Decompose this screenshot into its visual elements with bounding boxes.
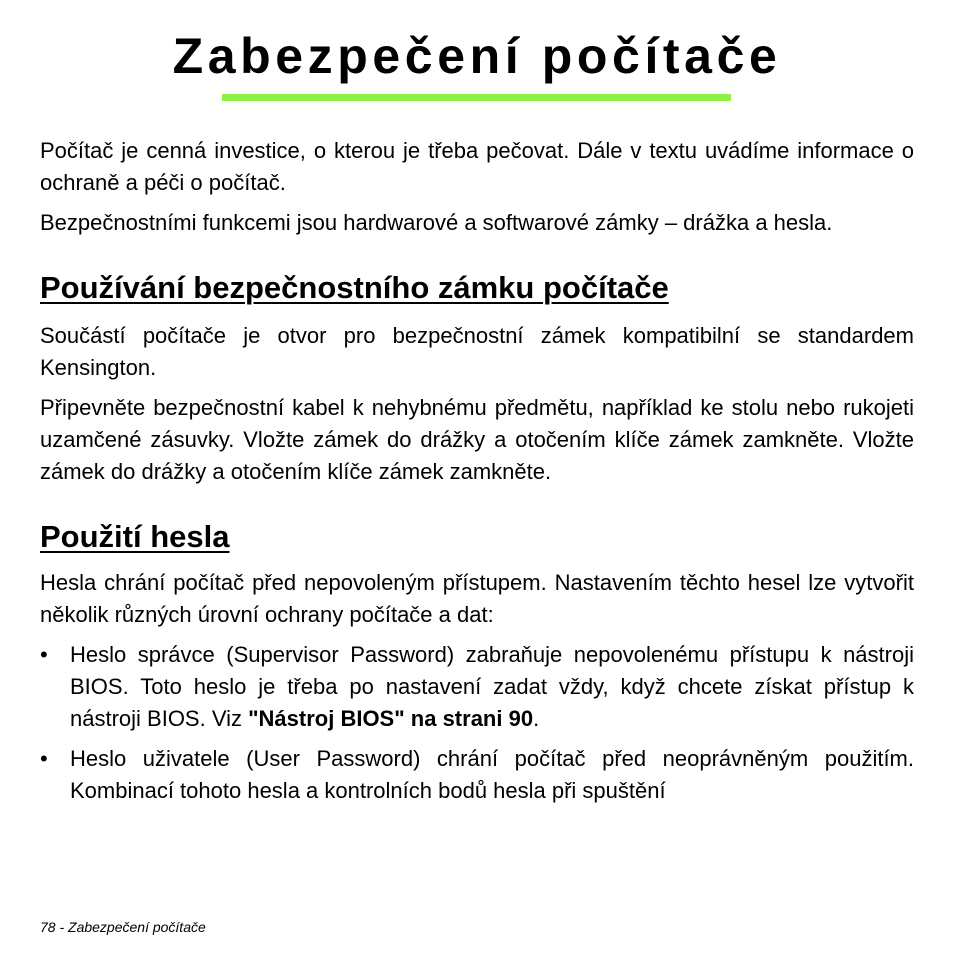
list-item xyxy=(40,639,914,735)
bullet-text: Heslo uživatele (User Password) chrání počítač před neoprávněným použitím. Kombinací tohoto hesla a kontrolních bodů hesla při spuštění xyxy=(70,746,914,803)
section-heading-security-lock: Používání bezpečnostního zámku počítače xyxy=(40,270,669,305)
intro-paragraph-1: Počítač je cenná investice, o kterou je třeba pečovat. Dále v textu uvádíme informace o ochraně a péči o počítač. xyxy=(40,138,914,195)
bullet-icon: • xyxy=(40,642,48,667)
lock-paragraph-1: Součástí počítače je otvor pro bezpečnostní zámek kompatibilní se standardem Kensington. xyxy=(40,323,914,380)
password-list xyxy=(40,639,914,807)
page-footer: 78 - Zabezpečení počítače xyxy=(40,919,206,935)
bios-reference-link[interactable]: "Nástroj BIOS" na strani 90 xyxy=(248,706,534,731)
intro-paragraph-2: Bezpečnostními funkcemi jsou hardwarové a softwarové zámky – drážka a hesla. xyxy=(40,210,833,235)
bullet-icon: • xyxy=(40,746,48,771)
title-underline-bar xyxy=(222,94,731,101)
bullet-text: Heslo správce (Supervisor Password) zabraňuje nepovolenému přístupu k nástroji BIOS. Toto heslo je třeba po nastavení zadat vždy, když chcete získat přístup k nástroji BIOS. Viz xyxy=(70,642,914,731)
lock-paragraph-2: Připevněte bezpečnostní kabel k nehybnému předmětu, například ke stolu nebo rukojeti uzamčené zásuvky. Vložte zámek do drážky a otočením klíče zámek zamkněte. Vložte zámek do drážky a otočením klíče zámek zamkněte. xyxy=(40,395,914,484)
page-content xyxy=(40,135,914,815)
section-heading-password: Použití hesla xyxy=(40,519,230,554)
list-item xyxy=(40,743,914,807)
page-title: Zabezpečení počítače xyxy=(172,28,782,84)
password-paragraph-1: Hesla chrání počítač před nepovoleným přístupem. Nastavením těchto hesel lze vytvořit několik různých úrovní ochrany počítače a dat: xyxy=(40,570,914,627)
bullet-text-end: . xyxy=(533,706,540,731)
